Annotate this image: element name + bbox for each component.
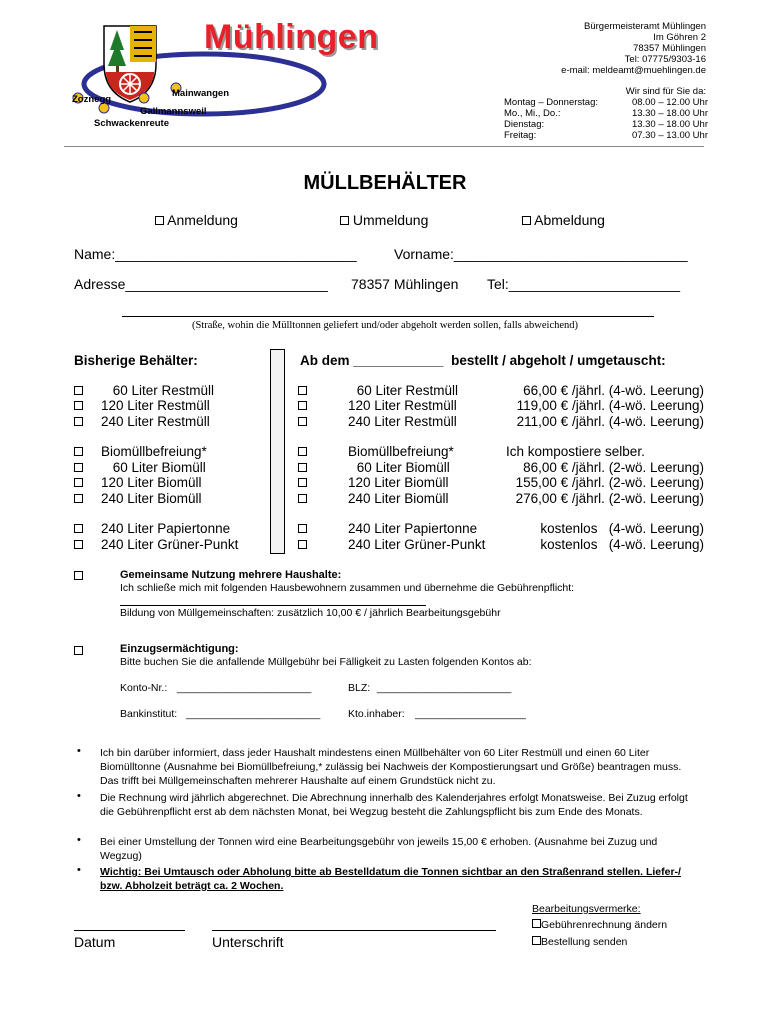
address-block [446,21,706,76]
konto-field[interactable]: _______________________ [177,682,312,694]
bank-field[interactable]: _______________________ [186,708,321,720]
table-row [298,521,307,537]
checkbox[interactable] [74,386,83,395]
date-field[interactable]: ____________ [353,353,444,368]
address-city: 78357 Mühlingen [633,43,706,54]
checkbox[interactable] [74,646,83,655]
table-row [74,414,83,430]
logo-place-zoznegg: Zoznegg [72,94,112,105]
header-divider [64,146,704,147]
checkbox[interactable] [298,494,307,503]
address-email: e-mail: meldeamt@muehlingen.de [561,65,706,76]
signature-line[interactable] [212,930,496,931]
bullet-icon: • [77,790,81,802]
table-row [298,475,307,491]
checkbox[interactable] [298,540,307,549]
table-row [74,444,83,460]
option-anmeldung[interactable]: Anmeldung [155,212,238,228]
city-label: 78357 Mühlingen [351,276,459,292]
alt-address-line[interactable] [122,316,654,317]
name-field[interactable]: Name:_______________________________ [74,246,357,262]
bank-label: Bankinstitut: [120,708,178,720]
checkbox[interactable] [298,447,307,456]
gemeinsam-names-line[interactable] [120,605,426,606]
table-row [74,491,83,507]
checkbox[interactable] [298,524,307,533]
konto-label: Konto-Nr.: [120,682,168,694]
hours-table [504,97,708,141]
right-item: 240 Liter Biomüll [348,491,449,506]
hours-time: 08.00 – 12.00 Uhr [631,97,708,108]
option-abmeldung[interactable]: Abmeldung [522,212,605,228]
blz-field[interactable]: _______________________ [377,682,512,694]
adresse-field[interactable]: Adresse__________________________ [74,276,328,292]
left-item: 60 Liter Restmüll [109,383,215,398]
important-bullet: Wichtig: Bei Umtausch oder Abholung bitte ab Bestelldatum die Tonnen sichtbar an den Straßenrand stellen. Liefer-/ bzw. Abholzeit beträgt ca. 2 Wochen. [100,866,681,892]
table-row [298,491,307,507]
price: Ich kompostiere selber. [506,444,645,459]
left-item: 120 Liter Biomüll [101,475,202,490]
hours-day: Freitag: [504,130,537,141]
table-row [74,398,83,414]
table-row [298,414,307,430]
checkbox[interactable] [74,478,83,487]
inhaber-label: Kto.inhaber: [348,708,405,720]
price: 66,00 € /jährl. (4-wö. Leerung) [523,383,704,398]
table-row [298,383,307,399]
checkbox[interactable] [74,417,83,426]
checkbox[interactable] [298,401,307,410]
checkbox[interactable] [532,919,541,928]
left-item: 240 Liter Grüner-Punkt [101,537,239,552]
address-tel: Tel: 07775/9303-16 [624,54,706,65]
checkbox[interactable] [340,216,349,225]
checkbox[interactable] [74,494,83,503]
checkbox[interactable] [298,386,307,395]
info-bullet: Bei einer Umstellung der Tonnen wird eine Bearbeitungsgebühr von jeweils 15,00 € erhoben. (Ausnahme bei Zuzug und Wegzug) [100,836,658,862]
logo [64,12,394,132]
column-divider [270,349,285,554]
right-item: Biomüllbefreiung* [348,444,454,459]
address-street: Im Göhren 2 [653,32,706,43]
checkbox[interactable] [74,401,83,410]
einzug-heading: Einzugsermächtigung: [120,643,239,655]
gemeinsam-text: Ich schließe mich mit folgenden Hausbewohnern zusammen und übernehme die Gebührenpflicht: [120,582,575,594]
logo-place-gallmannsweil: Gallmannsweil [140,106,207,117]
gemeinsam-checkbox[interactable] [74,567,83,585]
hours-day: Dienstag: [504,119,545,130]
hours-time: 13.30 – 18.00 Uhr [631,119,708,130]
info-bullet: Die Rechnung wird jährlich abgerechnet. Die Abrechnung innerhalb des Kalenderjahres erfolgt Monatsweise. Bei Zuzug erfolgt die Gebührenpflicht erst ab dem nächsten Monat, bei Wegzug besteht die Zahlungspflicht bis zum Ende des Monats. [100,792,688,818]
gemeinsam-fee: Bildung von Müllgemeinschaften: zusätzlich 10,00 € / jährlich Bearbeitungsgebühr [120,607,501,619]
checkbox[interactable] [298,478,307,487]
price: 86,00 € /jährl. (2-wö. Leerung) [523,460,704,475]
table-row [298,398,307,414]
hours-heading: Wir sind für Sie da: [625,86,706,97]
right-header-b: bestellt / abgeholt / umgetauscht: [451,353,666,368]
checkbox[interactable] [522,216,531,225]
left-item: 240 Liter Papiertonne [101,521,231,536]
datum-line[interactable] [74,930,185,931]
table-row [298,460,307,476]
checkbox[interactable] [532,936,541,945]
hours-time: 13.30 – 18.00 Uhr [631,108,708,119]
tel-field[interactable]: Tel:______________________ [487,276,681,292]
info-bullet: Ich bin darüber informiert, dass jeder Haushalt mindestens einen Müllbehälter von 60 Liter Restmüll und einen 60 Liter Biomülltonne (Ausnahme bei Biomüllbefreiung,* zulässig bei Nachweis der Kompostierungsart und Größe) beantragen muss. Das trifft bei Müllgemeinschaften mehrerer Haushalte auf einem Grundstück nicht zu. [100,747,682,787]
right-item: 120 Liter Biomüll [348,475,449,490]
signature-label: Unterschrift [212,934,284,950]
price: kostenlos (4-wö. Leerung) [540,537,704,552]
table-row [74,383,83,399]
right-item: 120 Liter Restmüll [348,398,457,413]
price: 155,00 € /jährl. (2-wö. Leerung) [515,475,704,490]
blz-label: BLZ: [348,682,371,694]
price: 276,00 € /jährl. (2-wö. Leerung) [515,491,704,506]
checkbox[interactable] [74,540,83,549]
checkbox[interactable] [74,447,83,456]
hours-day: Mo., Mi., Do.: [504,108,561,119]
vermerke-heading: Bearbeitungsvermerke: [532,903,641,915]
bullet-icon: • [77,745,81,757]
einzug-text: Bitte buchen Sie die anfallende Müllgebühr bei Fälligkeit zu Lasten folgenden Kontos ab: [120,656,532,668]
hours-time: 07.30 – 13.00 Uhr [631,130,708,141]
table-row [298,444,307,460]
checkbox[interactable] [74,571,83,580]
right-item: 60 Liter Biomüll [353,460,450,475]
table-row [74,460,83,476]
vermerk-1[interactable]: Gebührenrechnung ändern [532,919,667,932]
vermerk-2[interactable]: Bestellung senden [532,936,627,949]
checkbox[interactable] [155,216,164,225]
inhaber-field[interactable]: ___________________ [415,708,526,720]
page-title: MÜLLBEHÄLTER [303,172,467,194]
right-item: 240 Liter Grüner-Punkt [348,537,486,552]
left-item: 240 Liter Biomüll [101,491,202,506]
checkbox[interactable] [298,463,307,472]
left-item: 60 Liter Biomüll [109,460,206,475]
right-header [300,353,666,369]
vorname-field[interactable]: Vorname:______________________________ [394,246,688,262]
right-item: 60 Liter Restmüll [353,383,459,398]
right-header-a: Ab dem [300,353,350,368]
logo-place-mainwangen: Mainwangen [172,88,230,99]
checkbox[interactable] [74,524,83,533]
table-row [298,537,307,553]
gemeinsam-heading: Gemeinsame Nutzung mehrere Haushalte: [120,569,342,581]
checkbox[interactable] [298,417,307,426]
checkbox[interactable] [74,463,83,472]
address-office: Bürgermeisteramt Mühlingen [584,21,706,32]
einzug-checkbox[interactable] [74,642,83,660]
left-item: 120 Liter Restmüll [101,398,210,413]
left-item: Biomüllbefreiung* [101,444,207,459]
table-row [74,475,83,491]
right-item: 240 Liter Papiertonne [348,521,478,536]
logo-place-schwackenreute: Schwackenreute [94,118,169,129]
bullet-icon: • [77,864,81,876]
table-row [74,521,83,537]
logo-title: Mühlingen [204,18,379,56]
option-ummeldung[interactable]: Ummeldung [340,212,428,228]
hours-day: Montag – Donnerstag: [504,97,599,108]
left-item: 240 Liter Restmüll [101,414,210,429]
left-header: Bisherige Behälter: [74,353,198,368]
alt-address-note: (Straße, wohin die Mülltonnen geliefert und/oder abgeholt werden sollen, falls abweichend) [191,320,579,331]
right-item: 240 Liter Restmüll [348,414,457,429]
table-row [74,537,83,553]
price: kostenlos (4-wö. Leerung) [540,521,704,536]
price: 211,00 € /jährl. (4-wö. Leerung) [516,414,704,429]
bullet-icon: • [77,834,81,846]
datum-label: Datum [74,934,116,950]
price: 119,00 € /jährl. (4-wö. Leerung) [516,398,704,413]
